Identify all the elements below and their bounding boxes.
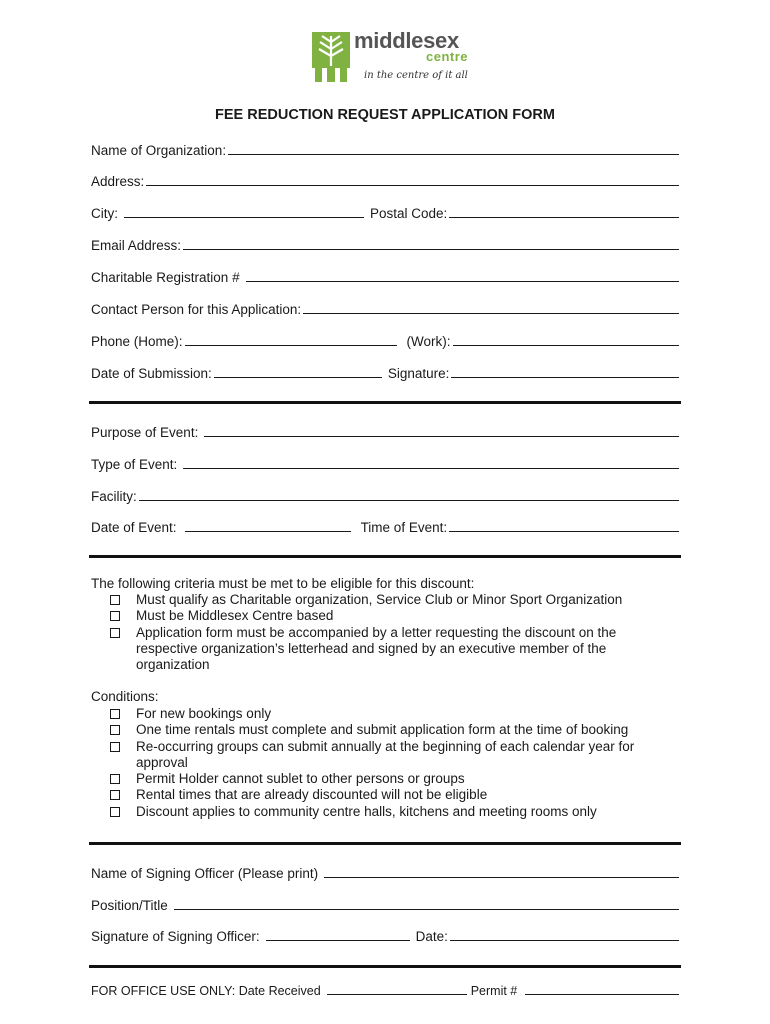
section-divider xyxy=(89,842,681,845)
list-item: Discount applies to community centre halls, kitchens and meeting rooms only xyxy=(110,804,670,820)
position-label: Position/Title xyxy=(91,898,168,913)
event-date-field[interactable] xyxy=(185,530,351,532)
facility-label: Facility: xyxy=(91,489,137,504)
signature-label: Signature: xyxy=(387,366,450,381)
conditions-heading: Conditions: xyxy=(91,689,159,704)
officer-signature-row xyxy=(91,926,679,944)
list-item: Re-occurring groups can submit annually at the beginning of each calendar year for approval xyxy=(110,739,670,772)
permit-label: Permit # xyxy=(470,984,518,998)
checkbox-icon[interactable] xyxy=(110,774,120,784)
contact-label: Contact Person for this Application: xyxy=(91,302,302,317)
address-row xyxy=(91,171,679,189)
logo-tagline: in the centre of it all xyxy=(364,70,468,81)
checkbox-icon[interactable] xyxy=(110,709,120,719)
contact-field[interactable] xyxy=(303,312,679,314)
charitable-row xyxy=(91,267,679,285)
event-time-field[interactable] xyxy=(449,530,679,532)
list-item: Rental times that are already discounted will not be eligible xyxy=(110,787,670,803)
list-item: Must qualify as Charitable organization, Service Club or Minor Sport Organization xyxy=(110,592,670,608)
charitable-field[interactable] xyxy=(246,280,679,282)
section-divider xyxy=(89,401,681,404)
officer-name-field[interactable] xyxy=(324,876,679,878)
event-date-label: Date of Event: xyxy=(91,520,177,535)
city-row xyxy=(91,203,679,221)
charitable-label: Charitable Registration # xyxy=(91,270,240,285)
email-label: Email Address: xyxy=(91,238,182,253)
event-type-field[interactable] xyxy=(183,467,679,469)
officer-name-label: Name of Signing Officer (Please print) xyxy=(91,866,319,881)
date-submission-label: Date of Submission: xyxy=(91,366,212,381)
form-title: FEE REDUCTION REQUEST APPLICATION FORM xyxy=(215,107,555,123)
event-type-label: Type of Event: xyxy=(91,457,178,472)
date-submission-field[interactable] xyxy=(214,376,382,378)
address-label: Address: xyxy=(91,174,145,189)
logo-name: middlesex xyxy=(354,28,459,53)
checkbox-icon[interactable] xyxy=(110,725,120,735)
event-time-label: Time of Event: xyxy=(360,520,448,535)
checkbox-icon[interactable] xyxy=(110,611,120,621)
position-row xyxy=(91,895,679,913)
city-field[interactable] xyxy=(124,216,364,218)
checkbox-icon[interactable] xyxy=(110,807,120,817)
section-divider xyxy=(89,965,681,968)
email-row xyxy=(91,235,679,253)
signature-field[interactable] xyxy=(451,376,679,378)
phone-row xyxy=(91,331,679,349)
list-item: One time rentals must complete and submit application form at the time of booking xyxy=(110,722,670,738)
email-field[interactable] xyxy=(183,248,679,250)
conditions-list xyxy=(110,706,670,820)
facility-row xyxy=(91,486,679,504)
phone-work-field[interactable] xyxy=(453,344,679,346)
purpose-row xyxy=(91,422,679,440)
list-item: Application form must be accompanied by a letter requesting the discount on the respective organization’s letterhead and signed by an executive member of the organization xyxy=(110,625,670,674)
city-label: City: xyxy=(91,206,118,221)
postal-label: Postal Code: xyxy=(370,206,448,221)
position-field[interactable] xyxy=(174,908,679,910)
signing-date-label: Date: xyxy=(415,929,448,944)
date-received-field[interactable] xyxy=(327,993,467,995)
org-name-label: Name of Organization: xyxy=(91,143,227,158)
signing-date-field[interactable] xyxy=(450,939,679,941)
address-field[interactable] xyxy=(146,184,679,186)
checkbox-icon[interactable] xyxy=(110,790,120,800)
checkbox-icon[interactable] xyxy=(110,595,120,605)
date-received-label: FOR OFFICE USE ONLY: Date Received xyxy=(91,984,321,998)
logo-tree-icon xyxy=(312,32,350,82)
phone-home-field[interactable] xyxy=(185,344,397,346)
list-item: Must be Middlesex Centre based xyxy=(110,608,670,624)
officer-signature-field[interactable] xyxy=(266,939,410,941)
criteria-intro: The following criteria must be met to be eligible for this discount: xyxy=(91,576,475,591)
list-item: For new bookings only xyxy=(110,706,670,722)
phone-work-label: (Work): xyxy=(406,334,451,349)
facility-field[interactable] xyxy=(139,499,679,501)
event-type-row xyxy=(91,454,679,472)
org-name-field[interactable] xyxy=(228,153,679,155)
middlesex-centre-logo xyxy=(312,30,472,86)
section-divider xyxy=(89,555,681,558)
logo-sub: centre xyxy=(426,49,469,64)
office-use-row xyxy=(91,984,679,998)
permit-field[interactable] xyxy=(525,993,679,995)
purpose-field[interactable] xyxy=(204,435,679,437)
submission-row xyxy=(91,363,679,381)
officer-name-row xyxy=(91,863,679,881)
officer-signature-label: Signature of Signing Officer: xyxy=(91,929,260,944)
checkbox-icon[interactable] xyxy=(110,628,120,638)
contact-row xyxy=(91,299,679,317)
phone-home-label: Phone (Home): xyxy=(91,334,183,349)
org-name-row xyxy=(91,140,679,158)
criteria-list xyxy=(110,592,670,673)
event-date-row xyxy=(91,517,679,535)
postal-field[interactable] xyxy=(449,216,679,218)
purpose-label: Purpose of Event: xyxy=(91,425,199,440)
checkbox-icon[interactable] xyxy=(110,742,120,752)
list-item: Permit Holder cannot sublet to other persons or groups xyxy=(110,771,670,787)
